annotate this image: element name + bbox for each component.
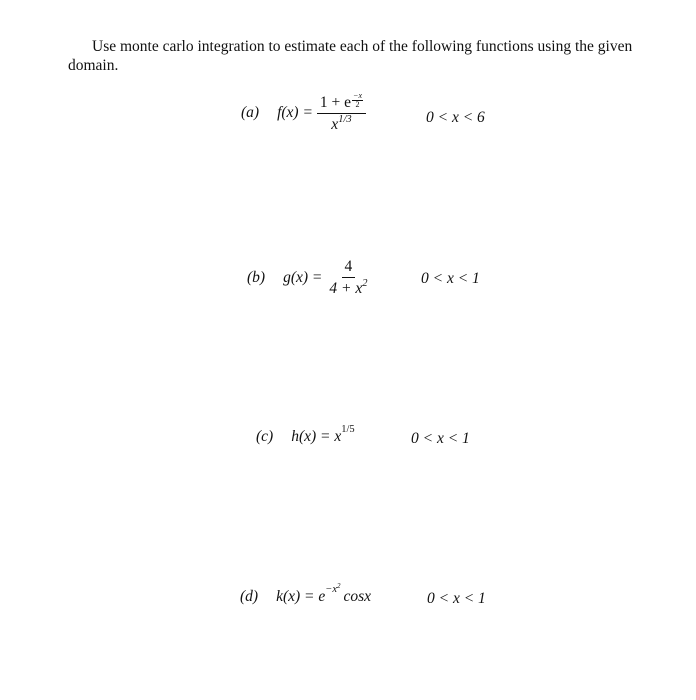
problem-d-label: (d)	[240, 588, 259, 605]
problem-a-denominator	[328, 114, 354, 133]
problem-a-exponent-den: 2	[355, 100, 360, 109]
problem-d-rhs: cosx	[343, 588, 372, 605]
problem-d-exponent-prefix: −x	[325, 584, 337, 595]
problem-a-denominator-exp: 1/3	[338, 114, 352, 125]
problem-c: (c) h(x) = x 1/5	[256, 424, 355, 445]
problem-b-lhs: g(x) =	[283, 268, 323, 286]
problem-a-denominator-base: x	[331, 116, 339, 133]
problem-d-domain: 0 < x < 1	[427, 590, 486, 607]
problem-a-exponent-num: −x	[353, 91, 362, 100]
problem-a-numerator	[317, 92, 366, 114]
problem-b-numerator: 4	[342, 258, 356, 278]
problem-b	[247, 258, 374, 297]
problem-a-label: (a)	[241, 103, 260, 121]
instructions-text: Use monte carlo integration to estimate each of the following functions using the given domain.	[68, 37, 633, 74]
problem-a-fraction	[317, 92, 366, 133]
problem-b-domain: 0 < x < 1	[421, 270, 480, 287]
problem-b-denominator	[326, 278, 370, 297]
problem-c-domain: 0 < x < 1	[411, 430, 470, 447]
problem-a-numerator-base: 1 + e	[319, 94, 352, 111]
problem-b-label: (b)	[247, 268, 266, 286]
problem-b-denominator-base: 4 + x	[329, 280, 363, 297]
problem-b-fraction	[326, 258, 370, 297]
problem-b-denominator-exp: 2	[362, 278, 368, 289]
problem-d-lhs: k(x) = e	[276, 588, 326, 605]
problem-a	[241, 92, 370, 133]
problem-c-lhs: h(x) = x	[291, 428, 342, 445]
problem-a-exponent	[352, 92, 363, 109]
problem-c-label: (c)	[256, 428, 274, 445]
problem-a-lhs: f(x) =	[277, 103, 313, 121]
problem-a-domain: 0 < x < 6	[426, 109, 485, 126]
problem-d-exponent-power: 2	[337, 582, 341, 590]
problem-d	[240, 582, 372, 606]
